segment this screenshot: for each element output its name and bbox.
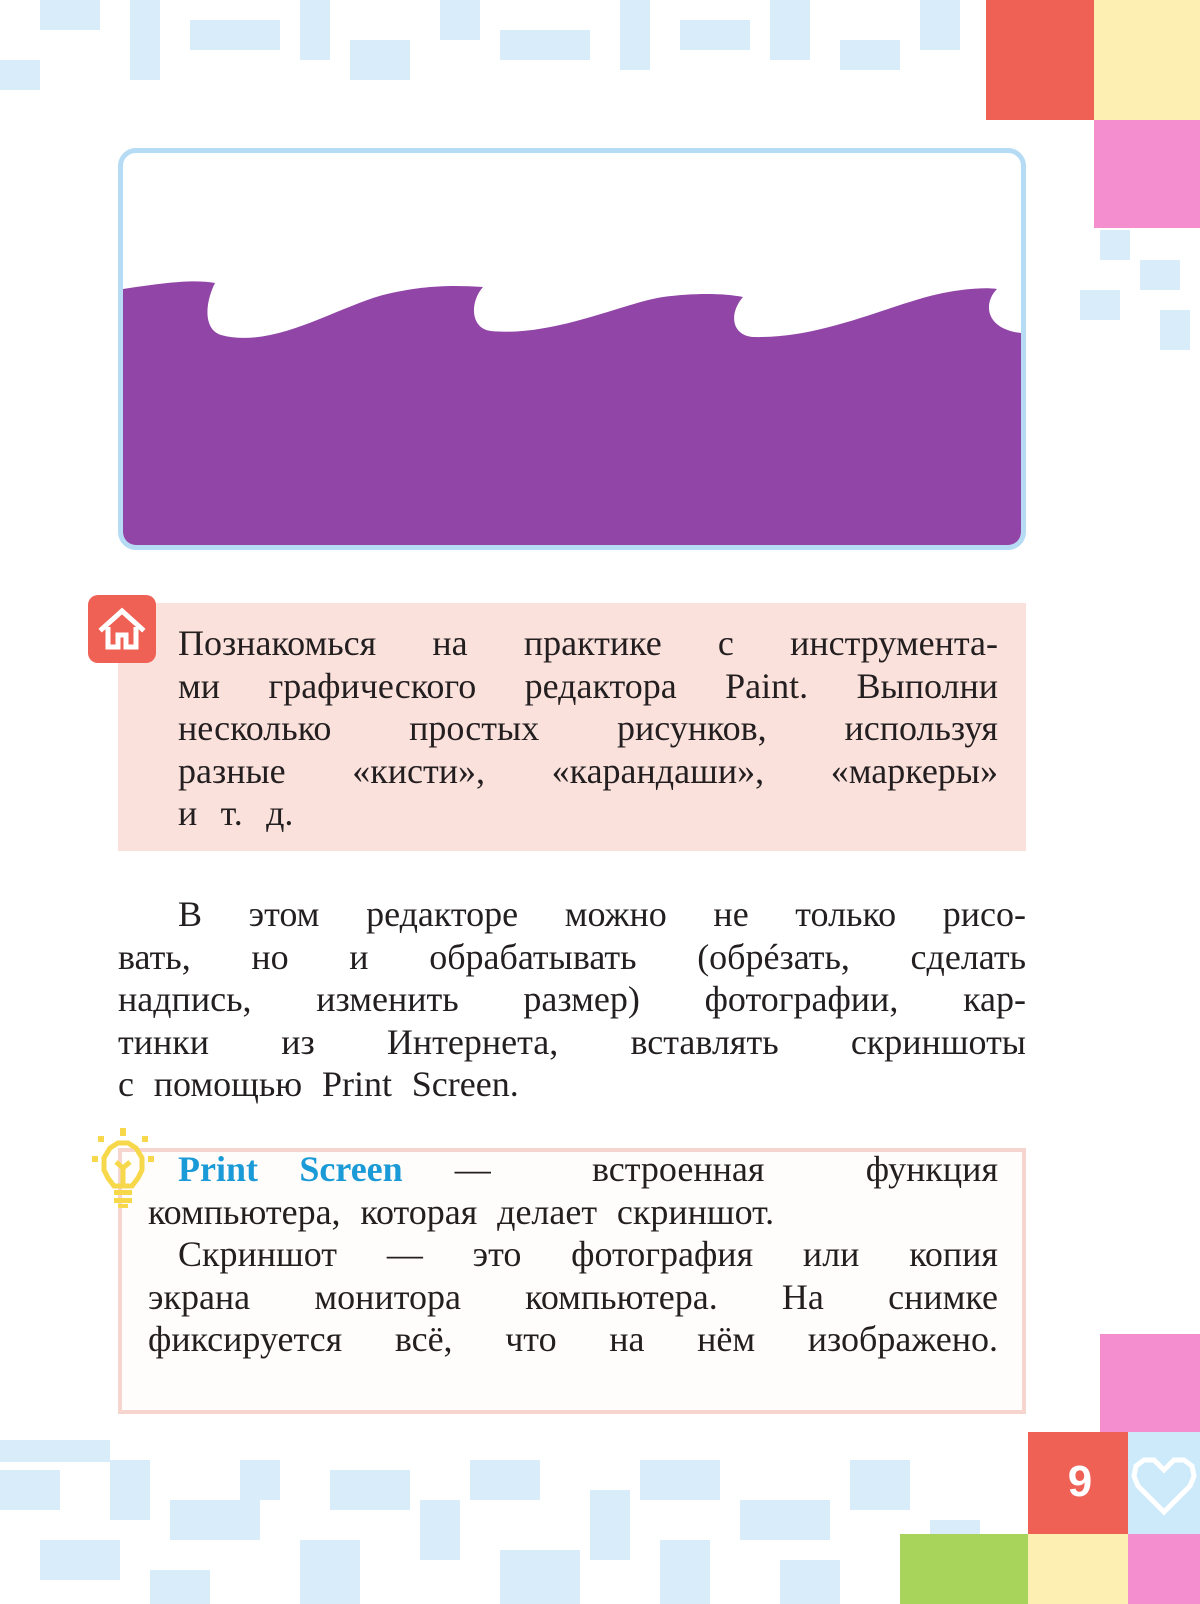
definition-text — [148, 1148, 998, 1361]
definition-line: экрана монитора компьютера. На снимке — [148, 1276, 998, 1317]
task-text — [178, 622, 998, 835]
corner-square-green-bottom — [900, 1534, 1028, 1604]
corner-square-pink-bottom — [1100, 1334, 1200, 1434]
task-line: несколько простых рисунков, используя — [178, 708, 998, 748]
body-line: надпись, изменить размер) фотографии, кар- — [118, 979, 1026, 1019]
term-print-screen: Print Screen — [178, 1149, 403, 1189]
task-line: Познакомься на практике с инструмента- — [178, 623, 998, 663]
definition-line: фиксируется всё, что на нём изображено. — [148, 1319, 998, 1359]
body-line: вать, но и обрабатывать (обрéзать, сделать — [118, 936, 1026, 977]
body-line: тинки из Интернета, вставлять скриншоты — [118, 1021, 1026, 1062]
corner-square-yellow — [1094, 0, 1200, 120]
corner-square-pink — [1094, 120, 1200, 228]
definition-line-1-rest: — встроенная функция — [454, 1149, 998, 1189]
corner-square-red — [986, 0, 1094, 120]
purple-wave-shape — [123, 153, 1021, 545]
body-line: с помощью Print Screen. — [118, 1064, 519, 1104]
task-line: разные «кисти», «карандаши», «маркеры» — [178, 750, 998, 791]
body-paragraph — [118, 893, 1026, 1106]
definition-line: Скриншот — это фотография или копия — [178, 1234, 998, 1274]
body-line: В этом редакторе можно не только рисо- — [178, 894, 1026, 934]
task-line: и т. д. — [178, 793, 294, 833]
task-line: ми графического редактора Paint. Выполни — [178, 665, 998, 706]
corner-square-yellow-bottom — [1028, 1534, 1128, 1604]
heart-icon — [1128, 1432, 1200, 1534]
wave-picture — [118, 148, 1026, 550]
definition-line-2: компьютера, которая делает скриншот. — [148, 1191, 775, 1232]
home-icon — [88, 595, 156, 663]
light-bulb-icon — [92, 1128, 154, 1208]
definition-line-1 — [148, 1148, 998, 1191]
corner-square-pink-bottom-2 — [1128, 1534, 1200, 1604]
page-number: 9 — [1067, 1457, 1093, 1506]
